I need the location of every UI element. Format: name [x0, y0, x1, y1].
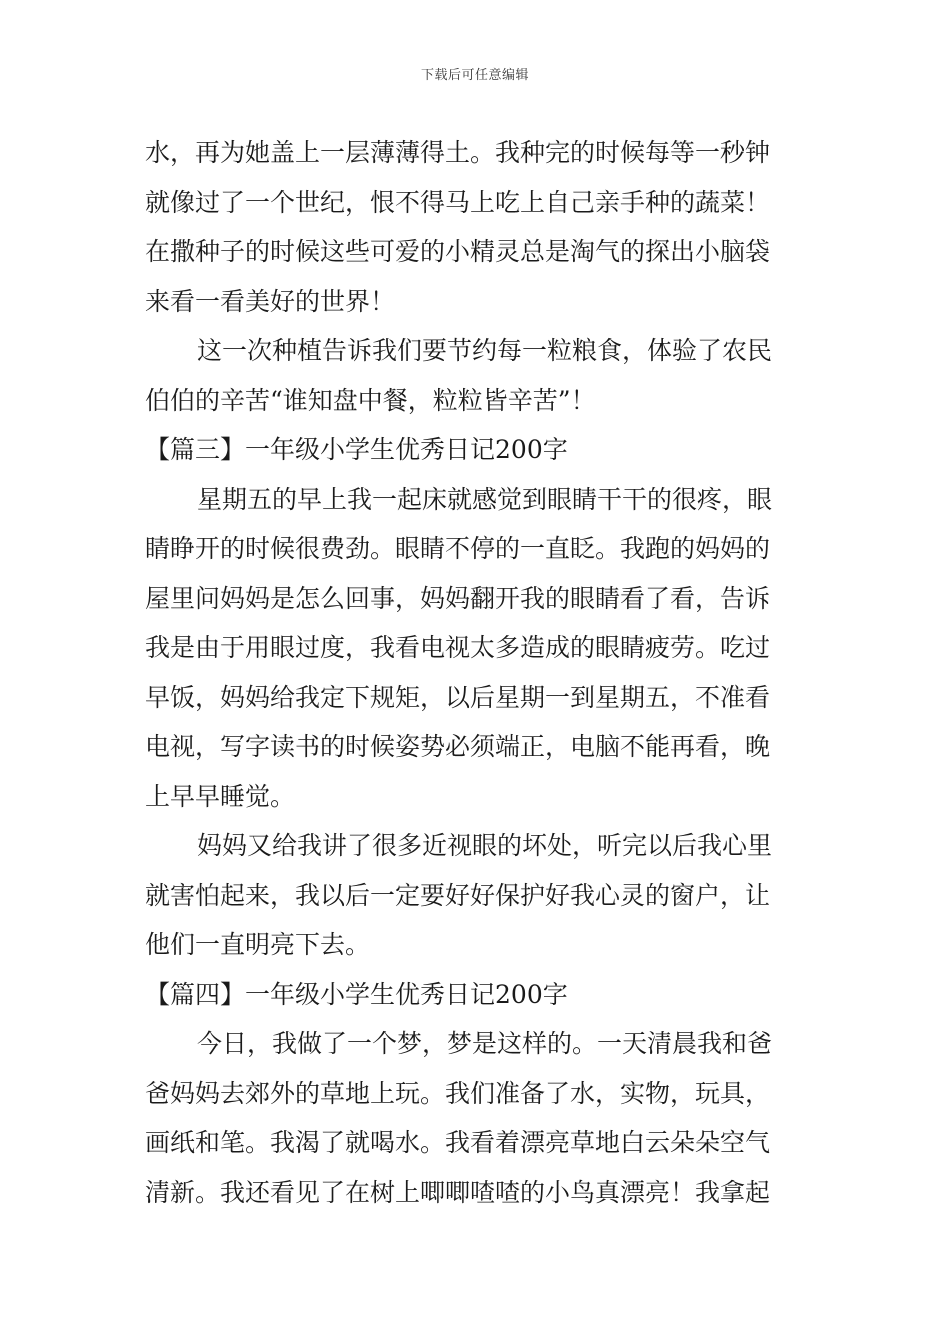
section-heading: 【篇三】一年级小学生优秀日记200字 [145, 435, 568, 464]
text-line: 这一次种植告诉我们要节约每一粒粮食，体验了农民 [197, 336, 773, 365]
text-line: 妈妈又给我讲了很多近视眼的坏处，听完以后我心里 [197, 831, 773, 860]
text-line: 睛睁开的时候很费劲。眼睛不停的一直眨。我跑的妈妈的 [145, 534, 771, 563]
text-line: 上早早睡觉。 [145, 781, 296, 811]
text-line: 早饭，妈妈给我定下规矩，以后星期一到星期五，不准看 [145, 682, 771, 712]
page-header: 下载后可任意编辑 [420, 68, 529, 83]
text-line: 爸妈妈去郊外的草地上玩。我们准备了水，实物，玩具， [145, 1078, 771, 1108]
text-line: 就害怕起来，我以后一定要好好保护好我心灵的窗户，让 [145, 880, 771, 910]
text-line: 就像过了一个世纪，恨不得马上吃上自己亲手种的蔬菜！ [145, 187, 771, 217]
text-line: 今日，我做了一个梦，梦是这样的。一天清晨我和爸 [197, 1029, 773, 1058]
text-line: 电视，写字读书的时候姿势必须端正，电脑不能再看，晚 [145, 732, 771, 761]
section-heading: 【篇四】一年级小学生优秀日记200字 [145, 979, 568, 1009]
document-body [145, 128, 810, 1217]
text-line: 我是由于用眼过度，我看电视太多造成的眼睛疲劳。吃过 [145, 633, 771, 662]
text-line: 他们一直明亮下去。 [145, 930, 371, 959]
text-line: 屋里问妈妈是怎么回事，妈妈翻开我的眼睛看了看，告诉 [145, 583, 771, 613]
text-line: 在撒种子的时候这些可爱的小精灵总是淘气的探出小脑袋 [145, 237, 771, 266]
text-line: 水，再为她盖上一层薄薄得土。我种完的时候每等一秒钟 [145, 138, 771, 167]
text-line: 画纸和笔。我渴了就喝水。我看着漂亮草地白云朵朵空气 [145, 1128, 771, 1157]
text-line: 伯伯的辛苦“谁知盘中餐，粒粒皆辛苦”！ [145, 385, 596, 415]
text-line: 清新。我还看见了在树上唧唧喳喳的小鸟真漂亮！我拿起 [145, 1177, 771, 1207]
text-line: 来看一看美好的世界！ [145, 286, 396, 316]
text-line: 星期五的早上我一起床就感觉到眼睛干干的很疼，眼 [197, 484, 773, 514]
